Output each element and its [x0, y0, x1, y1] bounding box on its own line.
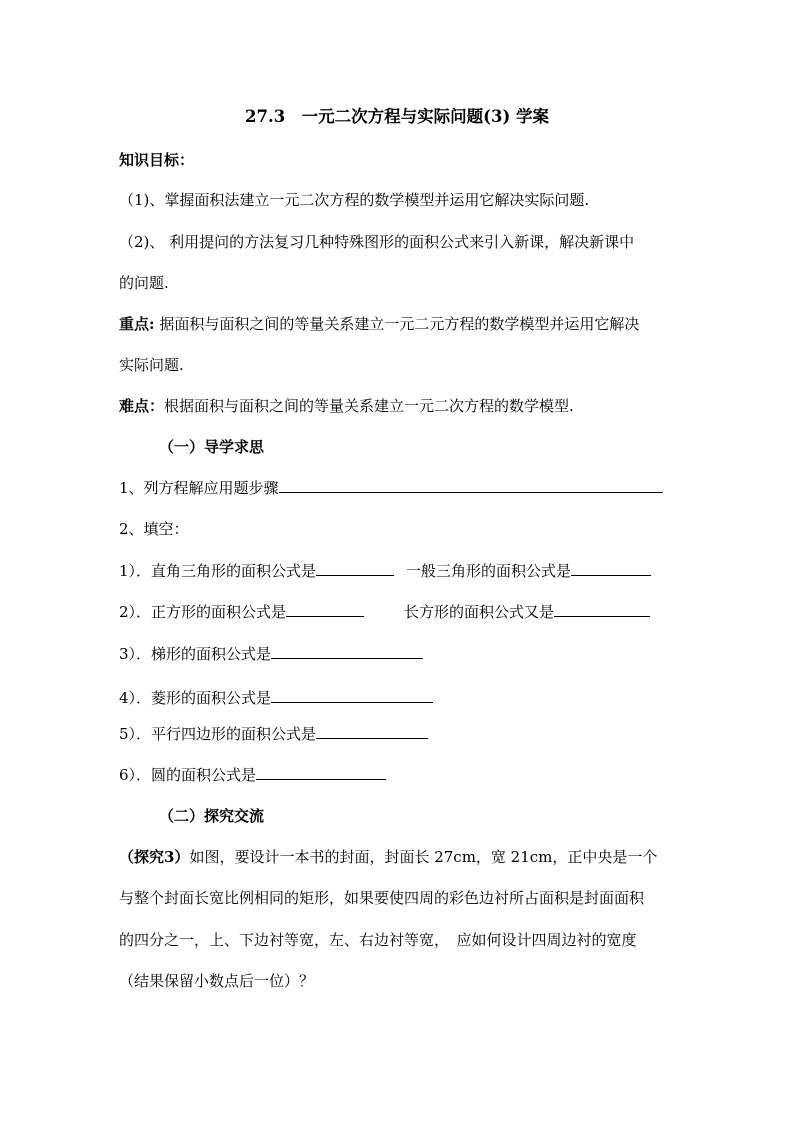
- formula-1a-text: 1）．直角三角形的面积公式是: [119, 562, 317, 580]
- formula-6: [119, 765, 386, 785]
- formula-4: [119, 688, 433, 708]
- goals-heading: 知识目标：: [119, 151, 195, 169]
- key-point: [119, 314, 639, 334]
- section1-heading: （一）导学求思: [159, 438, 265, 456]
- explore-line-2: 与整个封面长宽比例相同的矩形，如果要使四周的彩色边衬所占面积是封面面积: [119, 889, 645, 907]
- difficulty: [119, 396, 574, 416]
- answer-blank-triangle[interactable]: [571, 561, 651, 576]
- answer-blank-rhombus[interactable]: [271, 688, 433, 703]
- goal-item-1: （1)、掌握面积法建立一元二次方程的数学模型并运用它解决实际问题.: [119, 191, 590, 209]
- key-point-text-1: 据面积与面积之间的等量关系建立一元二元方程的数学模型并运用它解决: [154, 315, 640, 333]
- question-1-text: 1、列方程解应用题步骤: [119, 479, 279, 497]
- explore-line-1: [119, 847, 657, 867]
- answer-blank-circle[interactable]: [256, 765, 386, 780]
- page-title: 27.3 一元二次方程与实际问题(3) 学案: [244, 107, 550, 126]
- difficulty-label: 难点：: [119, 397, 165, 415]
- answer-blank-right-triangle[interactable]: [316, 561, 394, 576]
- formula-3: [119, 644, 423, 664]
- question-1: [119, 478, 663, 498]
- key-point-text-2: 实际问题.: [119, 356, 184, 374]
- formula-6-text: 6）．圆的面积公式是: [119, 766, 257, 784]
- difficulty-text: 根据面积与面积之间的等量关系建立一元二次方程的数学模型.: [164, 397, 574, 415]
- formula-4-text: 4）．菱形的面积公式是: [119, 689, 272, 707]
- formula-1b-text: 一般三角形的面积公式是: [406, 562, 572, 580]
- answer-blank-parallelogram[interactable]: [316, 724, 428, 739]
- goal-item-2-line-2: 的问题.: [119, 274, 169, 292]
- explore-line-4: （结果保留小数点后一位）？: [119, 972, 315, 990]
- explore-text-1: 如图，要设计一本书的封面，封面长 27cm，宽 21cm，正中央是一个: [189, 848, 658, 866]
- answer-blank-rectangle[interactable]: [554, 602, 650, 617]
- answer-blank-trapezoid[interactable]: [271, 644, 423, 659]
- formula-2: [119, 602, 650, 622]
- explore-label: （探究3）: [119, 848, 190, 866]
- answer-blank-steps[interactable]: [279, 478, 663, 493]
- formula-1: [119, 561, 651, 581]
- formula-3-text: 3）．梯形的面积公式是: [119, 645, 272, 663]
- explore-line-3: 的四分之一，上、下边衬等宽，左、右边衬等宽， 应如何设计四周边衬的宽度: [119, 931, 637, 949]
- goal-item-2-line-1: （2)、 利用提问的方法复习几种特殊图形的面积公式来引入新课，解决新课中: [119, 233, 635, 251]
- answer-blank-square[interactable]: [286, 602, 364, 617]
- formula-2b-text: 长方形的面积公式又是: [404, 603, 555, 621]
- formula-5: [119, 724, 428, 744]
- formula-2a-text: 2）．正方形的面积公式是: [119, 603, 287, 621]
- key-point-label: 重点:: [119, 315, 155, 333]
- section2-heading: （二）探究交流: [159, 807, 265, 825]
- question-2: 2、填空：: [119, 520, 189, 538]
- formula-5-text: 5）．平行四边形的面积公式是: [119, 725, 317, 743]
